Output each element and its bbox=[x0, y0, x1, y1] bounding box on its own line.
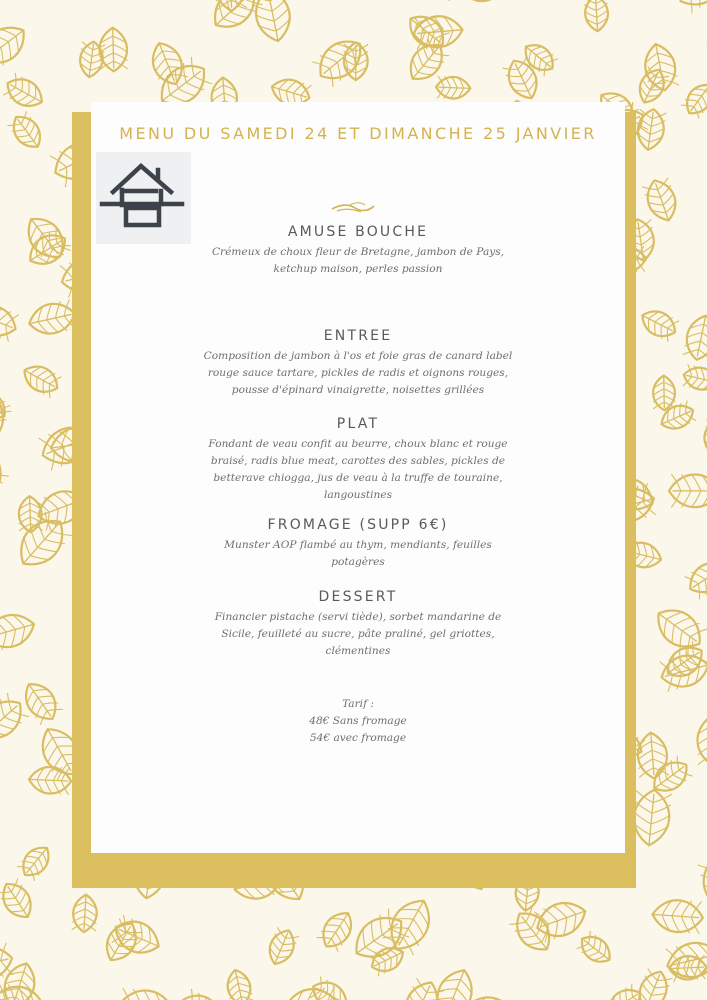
section-description bbox=[171, 609, 545, 660]
description-line: Financier pistache (servi tiède), sorbet mandarine de bbox=[214, 611, 502, 623]
description-line: clémentines bbox=[325, 645, 391, 657]
section-description bbox=[171, 436, 545, 504]
description-line: Composition de jambon à l'os et foie gras de canard label bbox=[203, 350, 513, 362]
description-line: betterave chiogga, jus de veau à la truffe de touraine, bbox=[213, 472, 503, 484]
description-line: braisé, radis blue meat, carottes des sables, pickles de bbox=[210, 455, 506, 467]
section-amuse-bouche bbox=[171, 224, 545, 278]
menu-card bbox=[91, 102, 625, 853]
description-line: Fondant de veau confit au beurre, choux blanc et rouge bbox=[208, 438, 508, 450]
description-line: potagères bbox=[331, 556, 385, 568]
flourish-ornament-icon bbox=[331, 200, 375, 216]
description-line: Sicile, feuilleté au sucre, pâte praliné, gel griottes, bbox=[221, 628, 495, 640]
section-fromage bbox=[171, 517, 545, 571]
section-description bbox=[171, 348, 545, 399]
description-line: Munster AOP flambé au thym, mendiants, feuilles bbox=[224, 539, 492, 551]
section-heading: FROMAGE (SUPP 6€) bbox=[267, 517, 449, 533]
description-line: pousse d'épinard vinaigrette, noisettes grillées bbox=[231, 384, 485, 396]
section-entree bbox=[171, 328, 545, 399]
section-heading: PLAT bbox=[336, 416, 380, 432]
section-heading: AMUSE BOUCHE bbox=[287, 224, 429, 240]
section-plat bbox=[171, 416, 545, 504]
tarif-line: 48€ Sans fromage bbox=[309, 715, 407, 727]
section-dessert bbox=[171, 589, 545, 660]
tarif-label: Tarif : bbox=[342, 698, 374, 710]
description-line: langoustines bbox=[323, 489, 393, 501]
section-heading: DESSERT bbox=[318, 589, 398, 605]
tarif-line: 54€ avec fromage bbox=[309, 732, 407, 744]
description-line: rouge sauce tartare, pickles de radis et oignons rouges, bbox=[207, 367, 509, 379]
menu-title: MENU DU SAMEDI 24 ET DIMANCHE 25 JANVIER bbox=[119, 124, 597, 143]
description-line: Crémeux de choux fleur de Bretagne, jambon de Pays, bbox=[211, 246, 505, 258]
tarif-block bbox=[171, 696, 545, 747]
section-heading: ENTREE bbox=[323, 328, 393, 344]
section-description bbox=[171, 244, 545, 278]
section-description bbox=[171, 537, 545, 571]
description-line: ketchup maison, perles passion bbox=[273, 263, 443, 275]
